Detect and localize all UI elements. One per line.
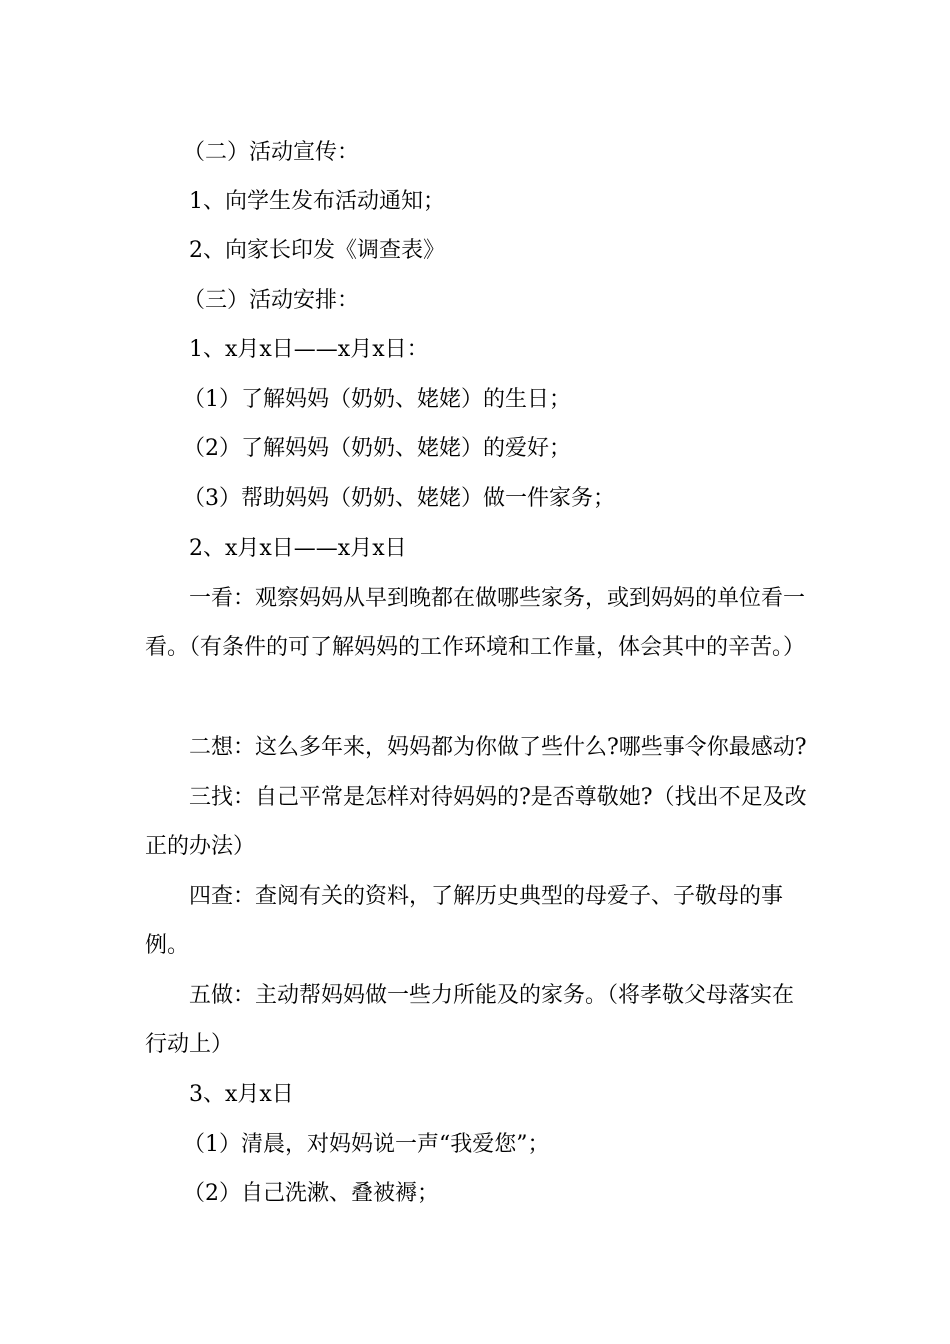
list-item: （2）自己洗漱、叠被褥；	[183, 1181, 439, 1206]
list-item: （3）帮助妈妈（奶奶、姥姥）做一件家务；	[183, 486, 615, 511]
list-item: 2、向家长印发《调查表》	[189, 238, 445, 263]
list-item: （1）了解妈妈（奶奶、姥姥）的生日；	[183, 387, 571, 412]
section-heading-arrangement: （三）活动安排：	[183, 288, 360, 313]
body-paragraph: 一看：观察妈妈从早到晚都在做哪些家务，或到妈妈的单位看一看。（有条件的可了解妈妈的工作环境和工作量，体会其中的辛苦。）	[145, 586, 806, 660]
list-item: 2、x月x日——x月x日	[189, 536, 407, 561]
list-item: 1、向学生发布活动通知；	[189, 189, 445, 214]
body-paragraph: 三找：自己平常是怎样对待妈妈的?是否尊敬她?（找出不足及改正的办法）	[145, 785, 807, 859]
list-item: 3、x月x日	[189, 1082, 294, 1107]
body-paragraph: 四查：查阅有关的资料，了解历史典型的母爱子、子敬母的事例。	[145, 884, 784, 958]
list-item: （2）了解妈妈（奶奶、姥姥）的爱好；	[183, 436, 571, 461]
body-paragraph: 二想：这么多年来，妈妈都为你做了些什么?哪些事令你最感动?	[189, 735, 807, 760]
section-heading-publicity: （二）活动宣传：	[183, 140, 360, 165]
list-item: （1）清晨，对妈妈说一声“我爱您”；	[183, 1132, 550, 1157]
list-item: 1、x月x日——x月x日：	[189, 337, 429, 362]
body-paragraph: 五做：主动帮妈妈做一些力所能及的家务。（将孝敬父母落实在行动上）	[145, 983, 795, 1057]
